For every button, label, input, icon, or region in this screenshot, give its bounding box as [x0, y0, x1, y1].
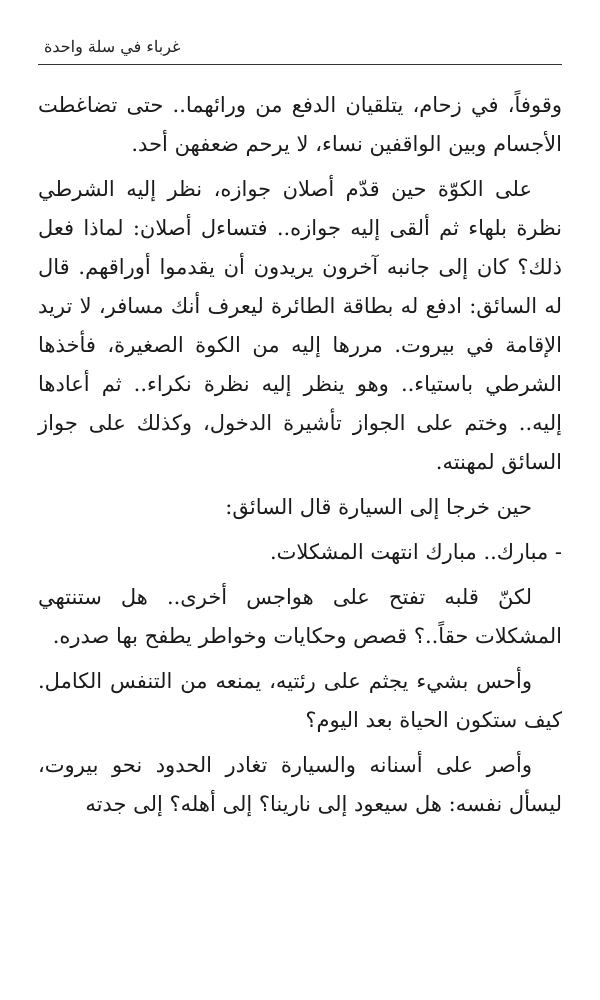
paragraph-6: وأصر على أسنانه والسيارة تغادر الحدود نحو بيروت، ليسأل نفسه: هل سيعود إلى نارينا؟ إلى أهله؟ إلى جدته [38, 753, 562, 816]
header-divider [38, 64, 562, 65]
dialogue-line: - مبارك.. مبارك انتهت المشكلات. [269, 540, 562, 564]
paragraph-3: حين خرجا إلى السيارة قال السائق: [225, 495, 532, 519]
paragraph-4: لكنّ قلبه تفتح على هواجس أخرى.. هل ستنتهي المشكلات حقاً..؟ قصص وحكايات وخواطر يطفح بها صدره. [38, 585, 562, 648]
body-text [38, 86, 562, 830]
paragraph-1: وقوفاً، في زحام، يتلقيان الدفع من ورائهما.. حتى تضاغطت الأجسام وبين الواقفين نساء، لا يرحم ضعفهن أحد. [38, 93, 562, 156]
running-header: غرباء في سلة واحدة [44, 37, 181, 56]
paragraph-2: على الكوّة حين قدّم أصلان جوازه، نظر إليه الشرطي نظرة بلهاء ثم ألقى إليه جوازه.. فتساءل أصلان: لماذا فعل ذلك؟ كان إلى جانبه آخرون يريدون أن يقدموا أوراقهم. قال له السائق: ادفع له بطاقة الطائرة ليعرف أنك مسافر، لا تريد الإقامة في بيروت. مررها إليه من الكوة الصغيرة، فأخذها الشرطي باستياء.. وهو ينظر إليه نظرة نكراء.. ثم أعادها إليه.. وختم على الجواز تأشيرة الدخول، وكذلك على جواز السائق لمهنته. [38, 177, 562, 474]
paragraph-5: وأحس بشيء يجثم على رئتيه، يمنعه من التنفس الكامل. كيف ستكون الحياة بعد اليوم؟ [38, 669, 562, 732]
